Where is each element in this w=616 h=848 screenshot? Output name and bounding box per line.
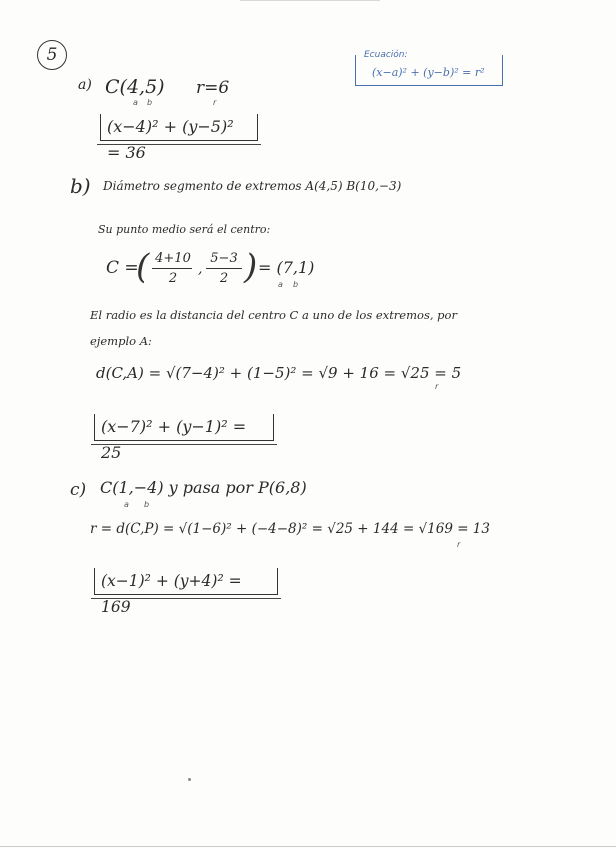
part-c-label: c) xyxy=(70,480,87,500)
formula-label: Ecuación: xyxy=(364,50,408,60)
part-b-distance: d(C,A) = √(7−4)² + (1−5)² = √9 + 16 = √25 = 5 xyxy=(96,364,462,382)
part-b-radius-text-2: ejemplo A: xyxy=(90,334,152,348)
part-b-comma: , xyxy=(198,261,203,277)
part-b-frac2-den: 2 xyxy=(219,271,229,286)
part-a-sub-r: r xyxy=(213,98,217,107)
problem-number: 5 xyxy=(37,40,67,70)
part-a-sub-b: b xyxy=(147,98,153,107)
part-c-sub-r: r xyxy=(457,540,461,549)
part-b-radius-text-1: El radio es la distancia del centro C a uno de los extremos, por xyxy=(90,308,457,322)
formula-text: (x−a)² + (y−b)² = r² xyxy=(372,66,485,79)
part-b-sub-b: b xyxy=(293,280,299,289)
part-b-result-box xyxy=(94,414,274,462)
part-b-frac2-bar xyxy=(206,268,242,269)
part-c-result-box xyxy=(94,568,278,616)
page-bottom-edge xyxy=(0,846,616,847)
part-b-result: (x−7)² + (y−1)² = 25 xyxy=(101,417,247,462)
part-a-given: C(4,5) xyxy=(105,76,165,98)
part-a-result: (x−4)² + (y−5)² = 36 xyxy=(107,117,234,162)
part-b-sub-r: r xyxy=(435,382,439,391)
part-a-label: a) xyxy=(78,77,92,93)
part-b-label: b) xyxy=(70,174,91,198)
part-c-given: C(1,−4) y pasa por P(6,8) xyxy=(100,478,307,497)
part-b-frac1-num: 4+10 xyxy=(155,251,191,266)
part-b-paren-close: ) xyxy=(244,247,258,287)
part-b-sub-a: a xyxy=(278,280,283,289)
part-c-sub-b: b xyxy=(144,500,150,509)
part-b-center-lhs: C = xyxy=(106,258,139,278)
part-b-center-result: = (7,1) xyxy=(258,258,315,277)
part-b-statement: Diámetro segmento de extremos A(4,5) B(10,−3) xyxy=(103,179,402,193)
part-b-midpoint-text: Su punto medio será el centro: xyxy=(98,223,271,236)
part-c-sub-a: a xyxy=(124,500,129,509)
part-b-frac2-num: 5−3 xyxy=(210,251,238,266)
part-a-sub-a: a xyxy=(133,98,138,107)
paper-speck xyxy=(188,778,191,781)
page-edge-line xyxy=(240,0,380,1)
part-a-radius: r=6 xyxy=(196,78,230,98)
part-a-result-box xyxy=(100,114,258,162)
part-b-frac1-bar xyxy=(152,268,192,269)
part-c-distance: r = d(C,P) = √(1−6)² + (−4−8)² = √25 + 144 = √169 = 13 xyxy=(90,521,490,537)
part-b-paren-open: ( xyxy=(136,247,150,287)
part-b-frac1-den: 2 xyxy=(168,271,178,286)
part-c-result: (x−1)² + (y+4)² = 169 xyxy=(101,572,242,616)
